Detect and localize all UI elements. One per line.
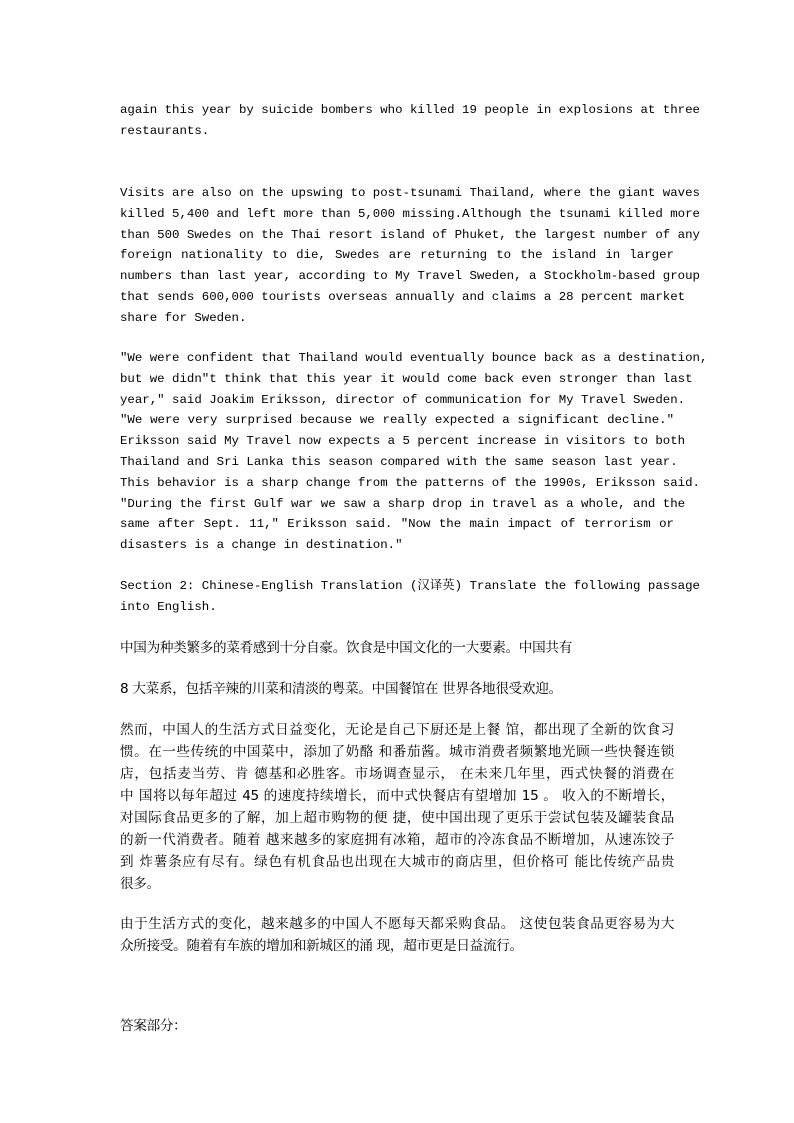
text-line: 中国为种类繁多的菜肴感到十分自豪。饮食是中国文化的一大要素。中国共有	[120, 640, 572, 656]
chinese-paragraph-2	[120, 678, 674, 700]
text-line: but we didn"t think that this year it would come back even stronger than last	[120, 371, 693, 386]
section-2-heading	[120, 576, 700, 618]
text-line: restaurants.	[120, 123, 210, 138]
text-line: 到 炸薯条应有尽有。绿色有机食品也出现在大城市的商店里，但价格可 能比传统产品贵	[120, 854, 674, 870]
chinese-paragraph-1	[120, 637, 674, 659]
text-line: Eriksson said My Travel now expects a 5 percent increase in visitors to both	[120, 434, 686, 449]
text-line: again this year by suicide bombers who killed 19 people in explosions at three	[120, 103, 700, 117]
text-line: 然而，中国人的生活方式日益变化，无论是自己下厨还是上餐 馆，都出现了全新的饮食习	[120, 722, 674, 738]
text-line: "We were confident that Thailand would eventually bounce back as a destination,	[120, 351, 708, 365]
text-line: 很多。	[120, 876, 160, 892]
text-line: This behavior is a sharp change from the patterns of the 1990s, Eriksson said.	[120, 475, 700, 490]
text-line: 的新一代消费者。随着 越来越多的家庭拥有冰箱，超市的冷冻食品不断增加，从速冻饺子	[120, 832, 674, 848]
text-line: foreign nationality to die, Swedes are returning to the island in larger	[120, 248, 674, 263]
text-line: 店，包括麦当劳、肯 德基和必胜客。市场调查显示， 在未来几年里，西式快餐的消费在	[120, 766, 674, 782]
text-line: into English.	[120, 599, 217, 614]
chinese-paragraph-3	[120, 719, 674, 895]
text-line: 8 大菜系，包括辛辣的川菜和清淡的粤菜。中国餐馆在 世界各地很受欢迎。	[120, 681, 562, 697]
text-line: numbers than last year, according to My Travel Sweden, a Stockholm-based group	[120, 269, 700, 284]
text-line: year," said Joakim Eriksson, director of communication for My Travel Sweden.	[120, 392, 686, 407]
text-line: "During the first Gulf war we saw a sharp drop in travel as a whole, and the	[120, 496, 686, 511]
text-line: Visits are also on the upswing to post-tsunami Thailand, where the giant waves	[120, 186, 700, 200]
paragraph-bombing-end	[120, 100, 700, 142]
paragraph-thailand-visits	[120, 183, 700, 329]
text-line: 由于生活方式的变化，越来越多的中国人不愿每天都采购食品。 这使包装食品更容易为大	[120, 916, 674, 932]
text-line: same after Sept. 11," Eriksson said. "Now the main impact of terrorism or	[120, 517, 674, 532]
text-line: share for Sweden.	[120, 310, 247, 325]
text-line: 中 国将以每年超过 45 的速度持续增长，而中式快餐店有望增加 15 。 收入的不断增长，	[120, 788, 674, 804]
text-line: 惯。在一些传统的中国菜中，添加了奶酪 和番茄酱。城市消费者频繁地光顾一些快餐连锁	[120, 744, 674, 760]
text-line: 答案部分：	[120, 1018, 187, 1034]
text-line: disasters is a change in destination."	[120, 538, 403, 553]
text-line: 对国际食品更多的了解，加上超市购物的便 捷，使中国出现了更乐于尝试包装及罐装食品	[120, 810, 674, 826]
text-line: that sends 600,000 tourists overseas annually and claims a 28 percent market	[120, 289, 686, 304]
text-line: "We were very surprised because we really expected a significant decline."	[120, 413, 674, 428]
chinese-paragraph-4	[120, 913, 674, 957]
paragraph-eriksson-quote	[120, 348, 708, 556]
text-line: than 500 Swedes on the Thai resort island of Phuket, the largest number of any	[120, 227, 700, 242]
text-line: 众所接受。随着有车族的增加和新城区的涌 现，超市更是日益流行。	[120, 938, 523, 954]
text-line: killed 5,400 and left more than 5,000 missing.Although the tsunami killed more	[120, 206, 700, 221]
text-line: Thailand and Sri Lanka this season compared with the same season last year.	[120, 454, 678, 469]
text-line: Section 2: Chinese-English Translation (汉译英) Translate the following passage	[120, 579, 700, 593]
answer-section-label	[120, 1015, 674, 1037]
